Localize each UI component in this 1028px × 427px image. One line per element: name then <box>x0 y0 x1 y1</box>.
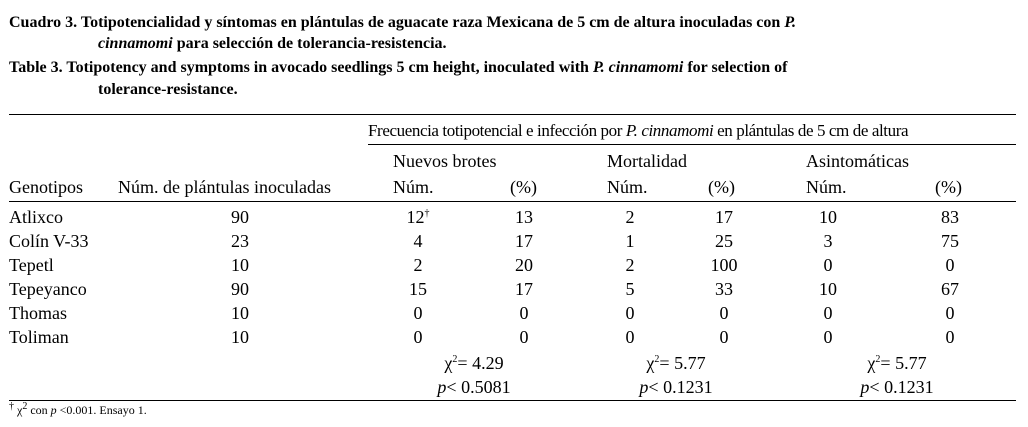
cell-a-pct: 0 <box>945 327 955 347</box>
caption-es-text2: para selección de tolerancia-resistencia. <box>172 35 447 52</box>
cell-a-num: 0 <box>823 303 833 323</box>
caption-es-line2 <box>98 34 447 54</box>
cell-inoculadas: 90 <box>231 279 249 299</box>
m-chi-square <box>646 352 705 374</box>
table-top-rule <box>9 114 1016 115</box>
cell-a-pct: 75 <box>941 231 959 251</box>
footnote-p: p <box>50 403 57 417</box>
p-symbol: p <box>437 377 447 397</box>
chi-symbol: χ <box>646 353 655 373</box>
span-header <box>368 120 908 142</box>
cell-genotipo: Toliman <box>9 327 69 347</box>
cell-nb-pct: 17 <box>515 231 533 251</box>
footnote-mark: † <box>424 208 430 219</box>
group-asintomaticas: Asintomáticas <box>806 151 909 171</box>
span-header-italic: P. cinnamomi <box>625 121 714 140</box>
cell-a-pct: 0 <box>945 303 955 323</box>
chi-sup: 2 <box>654 354 660 365</box>
col-a-num: Núm. <box>806 177 847 197</box>
m-chi-value: = 5.77 <box>659 353 706 373</box>
nb-chi-square <box>444 352 503 374</box>
group-mortalidad: Mortalidad <box>607 151 687 171</box>
col-a-pct: (%) <box>935 177 962 197</box>
a-chi-square <box>867 352 926 374</box>
span-header-text-b: en plántulas de 5 cm de altura <box>713 121 909 140</box>
cell-m-pct: 100 <box>710 255 738 275</box>
m-p-value <box>639 376 712 398</box>
cell-m-num: 5 <box>625 279 635 299</box>
cell-m-pct: 0 <box>719 303 729 323</box>
cell-nb-num: 0 <box>413 303 423 323</box>
cell-a-pct: 83 <box>941 207 959 227</box>
cell-m-num: 2 <box>625 255 635 275</box>
cell-m-num: 0 <box>625 303 635 323</box>
nb-p-value <box>437 376 510 398</box>
caption-es-line1 <box>9 13 796 33</box>
cell-genotipo: Tepeyanco <box>9 279 87 299</box>
caption-en-line1 <box>9 58 787 78</box>
p-symbol: p <box>639 377 649 397</box>
col-genotipos: Genotipos <box>9 177 83 197</box>
caption-en-text2: tolerance-resistance. <box>98 81 238 98</box>
cell-m-pct: 17 <box>715 207 733 227</box>
footnote-con: con <box>27 403 51 417</box>
cell-nb-num: 2 <box>413 255 423 275</box>
cell-a-num: 0 <box>823 327 833 347</box>
footnote-sup: 2 <box>22 401 28 412</box>
cell-a-num: 10 <box>819 207 837 227</box>
cell-genotipo: Colín V-33 <box>9 231 89 251</box>
header-bottom-rule <box>9 201 1016 202</box>
caption-en-italic: P. cinnamomi <box>592 59 684 76</box>
caption-en-line2 <box>98 80 238 100</box>
cell-m-num: 0 <box>625 327 635 347</box>
caption-en-text: Table 3. Totipotency and symptoms in avocado seedlings 5 cm height, inoculated with <box>9 59 593 76</box>
a-p-text: < 0.1231 <box>869 377 934 397</box>
cell-nb-pct: 20 <box>515 255 533 275</box>
nb-p-text: < 0.5081 <box>446 377 511 397</box>
chi-symbol: χ <box>867 353 876 373</box>
footnote-mark: † <box>9 401 14 412</box>
cell-nb-pct: 0 <box>519 303 529 323</box>
col-m-pct: (%) <box>708 177 735 197</box>
cell-inoculadas: 23 <box>231 231 249 251</box>
col-m-num: Núm. <box>607 177 648 197</box>
cell-a-num: 10 <box>819 279 837 299</box>
col-inoculadas: Núm. de plántulas inoculadas <box>118 177 331 197</box>
group-nuevos-brotes: Nuevos brotes <box>393 151 497 171</box>
footnote <box>9 402 147 418</box>
cell-nb-num: 0 <box>413 327 423 347</box>
footnote-chi: χ <box>14 403 23 417</box>
cell-inoculadas: 10 <box>231 327 249 347</box>
col-nb-pct: (%) <box>510 177 537 197</box>
a-chi-value: = 5.77 <box>880 353 927 373</box>
cell-inoculadas: 10 <box>231 255 249 275</box>
cell-a-pct: 67 <box>941 279 959 299</box>
cell-nb-pct: 13 <box>515 207 533 227</box>
chi-sup: 2 <box>875 354 881 365</box>
table-bottom-rule <box>9 400 1016 401</box>
cell-m-num: 1 <box>625 231 635 251</box>
cell-m-pct: 0 <box>719 327 729 347</box>
cell-genotipo: Tepetl <box>9 255 54 275</box>
chi-symbol: χ <box>444 353 453 373</box>
span-header-rule <box>368 144 1016 145</box>
col-nb-num: Núm. <box>393 177 434 197</box>
cell-m-num: 2 <box>625 207 635 227</box>
caption-es-text: Cuadro 3. Totipotencialidad y síntomas en plántulas de aguacate raza Mexicana de 5 cm de altura inoculadas con <box>9 14 785 31</box>
cell-nb-pct: 17 <box>515 279 533 299</box>
cell-nb-num: 4 <box>413 231 423 251</box>
span-header-text: Frecuencia totipotencial e infección por <box>368 121 626 140</box>
cell-nb-num: 15 <box>409 279 427 299</box>
p-symbol: p <box>860 377 870 397</box>
a-p-value <box>860 376 933 398</box>
cell-nb-pct: 0 <box>519 327 529 347</box>
cell-m-pct: 33 <box>715 279 733 299</box>
caption-es-italic2: cinnamomi <box>98 35 173 52</box>
cell-genotipo: Thomas <box>9 303 67 323</box>
cell-a-pct: 0 <box>945 255 955 275</box>
m-p-text: < 0.1231 <box>648 377 713 397</box>
cell-nb-num-value: 12 <box>406 207 425 227</box>
footnote-rest: <0.001. Ensayo 1. <box>56 403 147 417</box>
cell-nb-num <box>407 206 430 228</box>
caption-en-text-b: for selection of <box>683 59 788 76</box>
cell-m-pct: 25 <box>715 231 733 251</box>
cell-a-num: 3 <box>823 231 833 251</box>
cell-a-num: 0 <box>823 255 833 275</box>
chi-sup: 2 <box>452 354 458 365</box>
cell-inoculadas: 90 <box>231 207 249 227</box>
cell-inoculadas: 10 <box>231 303 249 323</box>
nb-chi-value: = 4.29 <box>457 353 504 373</box>
caption-es-italic: P. <box>784 14 797 31</box>
cell-genotipo: Atlixco <box>9 207 63 227</box>
